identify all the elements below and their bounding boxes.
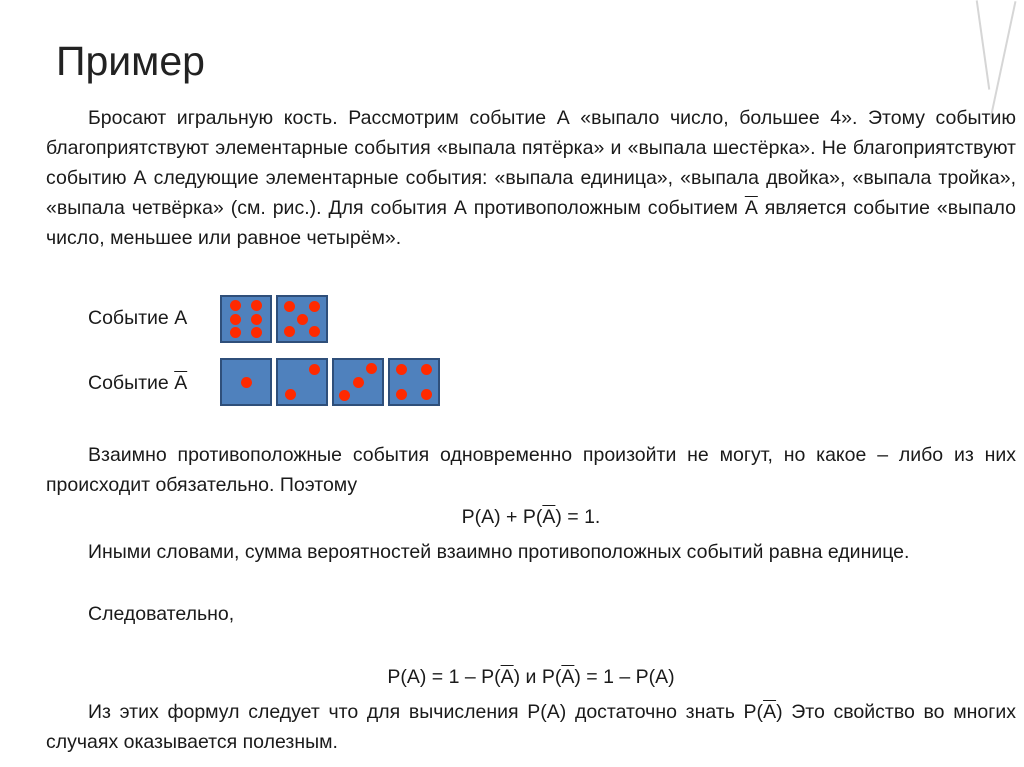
event-not-a-die-4 xyxy=(388,358,440,406)
formula-complement: Р(А) = 1 – Р(А) и Р(А) = 1 – Р(А) xyxy=(387,666,675,688)
not-a-symbol: А xyxy=(744,197,758,219)
decorative-line xyxy=(990,1,1017,119)
event-not-a-label: Событие А xyxy=(88,372,188,394)
intro-paragraph xyxy=(46,103,1016,253)
die-pip xyxy=(230,327,241,338)
die-pip xyxy=(396,364,407,375)
event-not-a-die-1 xyxy=(220,358,272,406)
formula-sum: Р(А) + Р(А) = 1. xyxy=(461,506,601,528)
die-pip xyxy=(309,301,320,312)
die-pip xyxy=(251,327,262,338)
die-pip xyxy=(366,363,377,374)
die-pip xyxy=(284,326,295,337)
event-not-a-dice xyxy=(220,358,444,406)
page-title: Пример xyxy=(56,38,205,84)
die-pip xyxy=(353,377,364,388)
other-words-paragraph: Иными словами, сумма вероятностей взаимно противоположных событий равна единице. xyxy=(88,541,910,563)
die-pip xyxy=(396,389,407,400)
event-a-dice xyxy=(220,295,332,343)
die-pip xyxy=(421,364,432,375)
die-pip xyxy=(421,389,432,400)
die-pip xyxy=(339,390,350,401)
die-pip xyxy=(251,314,262,325)
intro-text: Бросают игральную кость. Рассмотрим событие А «выпало число, большее 4». Этому событию благоприятствуют элементарные события «выпала пятёрка» и «выпала шестёрка». Не благоприятствуют событию А следующие элементарные события: «выпала единица», «выпала двойка», «выпала тройка», «выпала четвёрка» (см. рис.). Для события А противоположным событием xyxy=(46,107,1016,219)
die-pip xyxy=(241,377,252,388)
conclusion-paragraph: Из этих формул следует что для вычисления Р(А) достаточно знать Р(А) Это свойство во многих случаях оказывается полезным. xyxy=(46,701,1016,753)
event-a-die-5 xyxy=(276,295,328,343)
die-pip xyxy=(309,326,320,337)
die-pip xyxy=(309,364,320,375)
event-a-label: Событие А xyxy=(88,307,188,329)
die-pip xyxy=(230,314,241,325)
die-pip xyxy=(297,314,308,325)
decorative-line xyxy=(976,0,991,89)
event-a-die-6 xyxy=(220,295,272,343)
intro-text-end: является событие «выпало число, меньшее или равное четырём». xyxy=(46,197,1016,249)
die-pip xyxy=(284,301,295,312)
not-a-symbol: А xyxy=(174,372,188,394)
mutual-paragraph: Взаимно противоположные события одновременно произойти не могут, но какое – либо из них происходит обязательно. Поэтому xyxy=(46,444,1016,496)
therefore-text: Следовательно, xyxy=(88,603,235,625)
die-pip xyxy=(230,300,241,311)
event-not-a-die-3 xyxy=(332,358,384,406)
event-not-a-die-2 xyxy=(276,358,328,406)
die-pip xyxy=(285,389,296,400)
die-pip xyxy=(251,300,262,311)
